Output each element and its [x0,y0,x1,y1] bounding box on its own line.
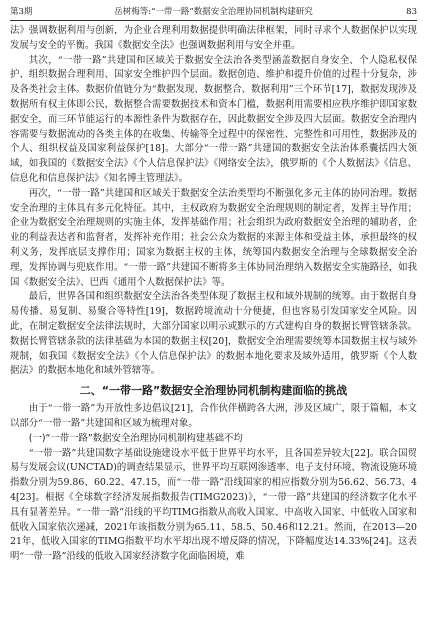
section-intro: 由于“一带一路”为开放性多边倡议[21]，合作伙伴横跨各大洲，涉及区域广，限于篇幅，本文以部分“一带一路”共建国和区域为梳理对象。 [10,403,417,429]
body-paragraph: “一带一路”共建国数字基础设施建设水平低于世界平均水平，且各国差异较大[22]。联合国贸易与发展会议(UNCTAD)的调查结果显示，世界平均互联网渗透率、电子支付环境、物流设施环境指数分别为59.86、60.22、47.15，而“一带一路”沿线国家的相应指数分别为56.62、56.73、44[23]。根据《全球数字经济发展指数报告(TIMG2023)》，“一带一路”共建国的经济数字化水平具有显著差异。“一带一路”沿线的平均TIMG指数从高收入国家、中高收入国家、中低收入国家和低收入国家依次递减，2021年该指数分别为65.11、58.5、50.46和12.21。然而，在2013—2021年，低收入国家的TIMG指数平均水平却出现不增反降的情况，下降幅度达14.33%[24]。这表明“一带一路”沿线的低收入国家经济数字化面临困境，难 [10,447,417,563]
body-paragraph: 最后，世界各国和组织数据安全法治各类型体现了数据主权和域外规制的统筹。由于数据自身易传播、易复制、易聚合等特性[19]，数据跨境流动十分便捷，但也容易引发国家安全风险。因此，在制定数据安全法律法规时，大部分国家以明示或默示的方式建构自身的数据长臂管辖条款。数据长臂管辖条款的法律基础为本国的数据主权[20]，数据安全治理需要统筹本国数据主权与域外规制，如我国《数据安全法》《个人信息保护法》的数据本地化要求及域外适用，俄罗斯《个人数据法》的数据本地化和域外管辖等。 [10,291,417,377]
article-body [10,24,417,565]
running-title: 岳树梅等:“一带一路”数据安全治理协同机制构建研究 [114,7,313,17]
section-heading: 二、“一带一路”数据安全治理协同机制构建面临的挑战 [79,384,348,398]
body-paragraph: 法》强调数据利用与创新，为企业合理利用数据提供明确法律框架，同时寻求个人数据保护以实现发展与安全的平衡。我国《数据安全法》也强调数据利用与安全并重。 [10,25,417,51]
page-number: 83 [406,7,417,17]
issue-number: 第3期 [10,7,33,17]
page-header [10,4,417,21]
body-paragraph: 再次，“一带一路”共建国和区域关于数据安全法治类型均不断强化多元主体的协同治理。数据安全治理的主体具有多元化特征。其中，主权政府为数据安全治理规则的制定者，发挥主导作用；企业为数据安全治理规则的实施主体，发挥基础作用；社会组织为政府数据安全治理的辅助者，企业的利益表达者和监督者，发挥补充作用；社会公众为数据的来源主体和受益主体，承担最终的权利义务，发挥底层支撑作用；国家为数据主权的主体，统筹国内数据安全治理与全球数据安全治理，发挥协调与兜底作用。“一带一路”共建国不断将多主体协同治理纳入数据安全实施路径，如我国《数据安全法》、巴西《通用个人数据保护法》等。 [10,187,417,288]
subsection-heading: (一)“一带一路”数据安全治理协同机制构建基础不均 [28,432,243,444]
body-paragraph: 其次，“一带一路”共建国和区域关于数据安全法治各类型涵盖数据自身安全、个人隐私权保护、组织数据合理利用、国家安全维护四个层面。数据创造、维护和提升价值的过程十分复杂，涉及各类社会主体。数据价值链分为“数据发现、数据整合、数据利用”三个环节[17]，数据发现涉及数据所有权主体即公民，数据整合需要数据技术和资本门槛，数据利用需要相应秩序维护即国家数据安全，而三环节能运行的本源性条件为数据存在，因此数据安全涉及四大层面。数据安全治理内容需要与数据流动的各类主体的在收集、传输等全过程中的保密性、完整性和可用性，数据涉及的个人、组织权益及国家利益保护[18]。大部分“一带一路”共建国的数据安全法治体系囊括四大领域，如我国的《数据安全法》《个人信息保护法》《网络安全法》，俄罗斯的《个人数据法》《信息、信息化和信息保护法》《知名博主管理法》。 [10,54,417,184]
